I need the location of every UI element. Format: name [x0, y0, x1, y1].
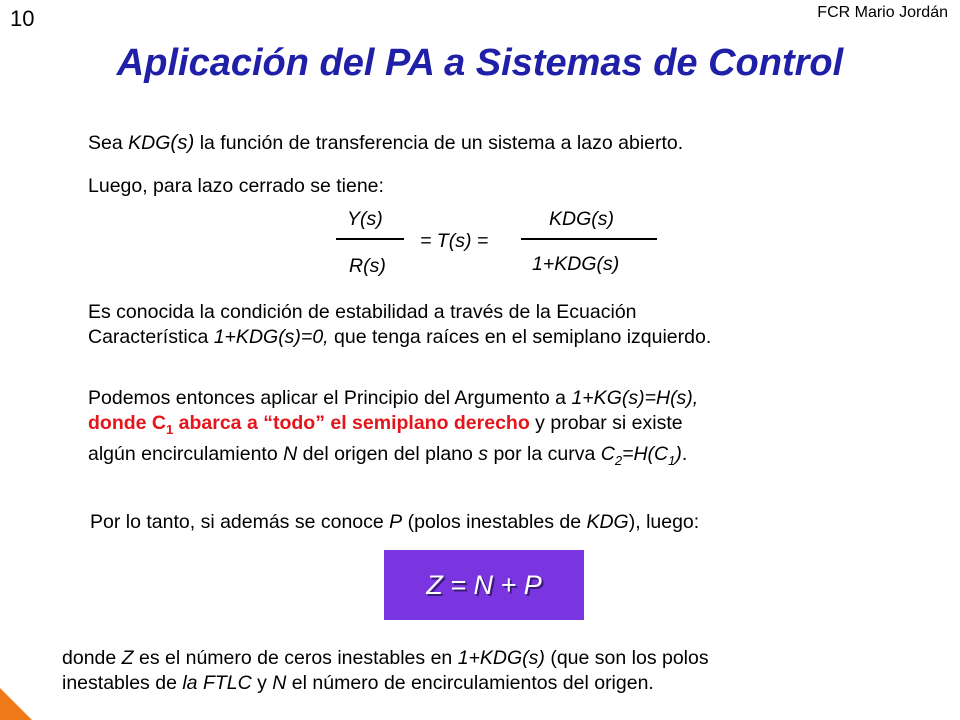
paragraph-argument-principle: [88, 386, 698, 473]
text: el número de encirculamientos del origen.: [286, 672, 654, 694]
text: del origen del plano: [297, 442, 479, 465]
math-characteristic-eq: 1+KDG(s)=0,: [213, 326, 329, 348]
paragraph-stability-condition: [88, 300, 711, 350]
slide-number: 10: [10, 6, 35, 31]
author-label: FCR Mario Jordán: [817, 4, 948, 21]
math-characteristic: 1+KDG(s): [457, 647, 545, 669]
text: Por lo tanto, si además se conoce: [90, 511, 390, 533]
result-formula-box: [384, 550, 584, 620]
subscript: 1: [166, 421, 174, 437]
math-kdg: KDG: [586, 511, 629, 533]
math-z: Z: [121, 647, 134, 669]
subscript: 2: [614, 452, 623, 468]
text-line: [88, 411, 698, 442]
equation-middle: = T(s) =: [420, 230, 489, 252]
text: C: [600, 442, 615, 465]
text: inestables de: [62, 672, 183, 694]
equation-rhs-fraction-bar: [521, 238, 657, 240]
paragraph-definitions: [62, 646, 709, 696]
text: ): [675, 442, 682, 465]
text: (que son los polos: [544, 647, 709, 669]
text: que tenga raíces en el semiplano izquierdo.: [328, 326, 712, 348]
result-formula: Z = N + P: [426, 569, 542, 600]
text: y probar si existe: [529, 412, 683, 434]
math-s: s: [478, 442, 489, 465]
paragraph-closed-loop: Luego, para lazo cerrado se tiene:: [88, 175, 384, 197]
text-ftlc: la FTLC: [182, 672, 252, 694]
text-line: [88, 386, 698, 411]
text: algún encirculamiento: [88, 442, 284, 465]
equation-lhs-denominator: R(s): [349, 255, 386, 277]
equation-lhs-numerator: Y(s): [347, 208, 383, 230]
highlight-text: [88, 412, 530, 437]
equation-rhs-denominator: 1+KDG(s): [532, 253, 620, 275]
paragraph-unstable-poles: [90, 510, 699, 535]
text: .: [681, 442, 688, 465]
equation-lhs-fraction-bar: [336, 238, 404, 240]
math-c2: [600, 442, 682, 468]
math-n: N: [272, 672, 287, 694]
text: Sea: [88, 132, 129, 154]
text: por la curva: [488, 442, 601, 465]
text-line: [62, 671, 709, 696]
text: ), luego:: [628, 511, 700, 533]
text-line: [62, 646, 709, 671]
corner-triangle-decoration: [0, 688, 32, 720]
text: Podemos entonces aplicar el Principio del Argumento a: [88, 387, 572, 409]
math-s: (s): [170, 131, 195, 154]
text: es el número de ceros inestables en: [133, 647, 458, 669]
text: (polos inestables de: [402, 511, 587, 533]
text: =H(C: [622, 442, 669, 465]
subscript: 1: [668, 452, 676, 468]
math-kdg: KDG: [128, 132, 171, 154]
text: y: [251, 672, 273, 694]
math-n: N: [283, 442, 298, 465]
math-p: P: [389, 511, 403, 533]
math-h-definition: 1+KG(s)=H(s),: [571, 387, 699, 409]
text: abarca a “todo” el semiplano derecho: [173, 412, 530, 434]
slide-title: Aplicación del PA a Sistemas de Control: [116, 42, 844, 84]
text: Característica: [88, 326, 214, 348]
text-line: Es conocida la condición de estabilidad a través de la Ecuación: [88, 301, 637, 323]
equation-rhs-numerator: KDG(s): [549, 208, 614, 230]
text: donde C: [88, 412, 166, 434]
text-line: [88, 325, 711, 350]
text: donde: [62, 647, 122, 669]
paragraph-open-loop: [88, 130, 683, 156]
text-line: [88, 442, 698, 473]
text: la función de transferencia de un sistema a lazo abierto.: [194, 132, 684, 154]
